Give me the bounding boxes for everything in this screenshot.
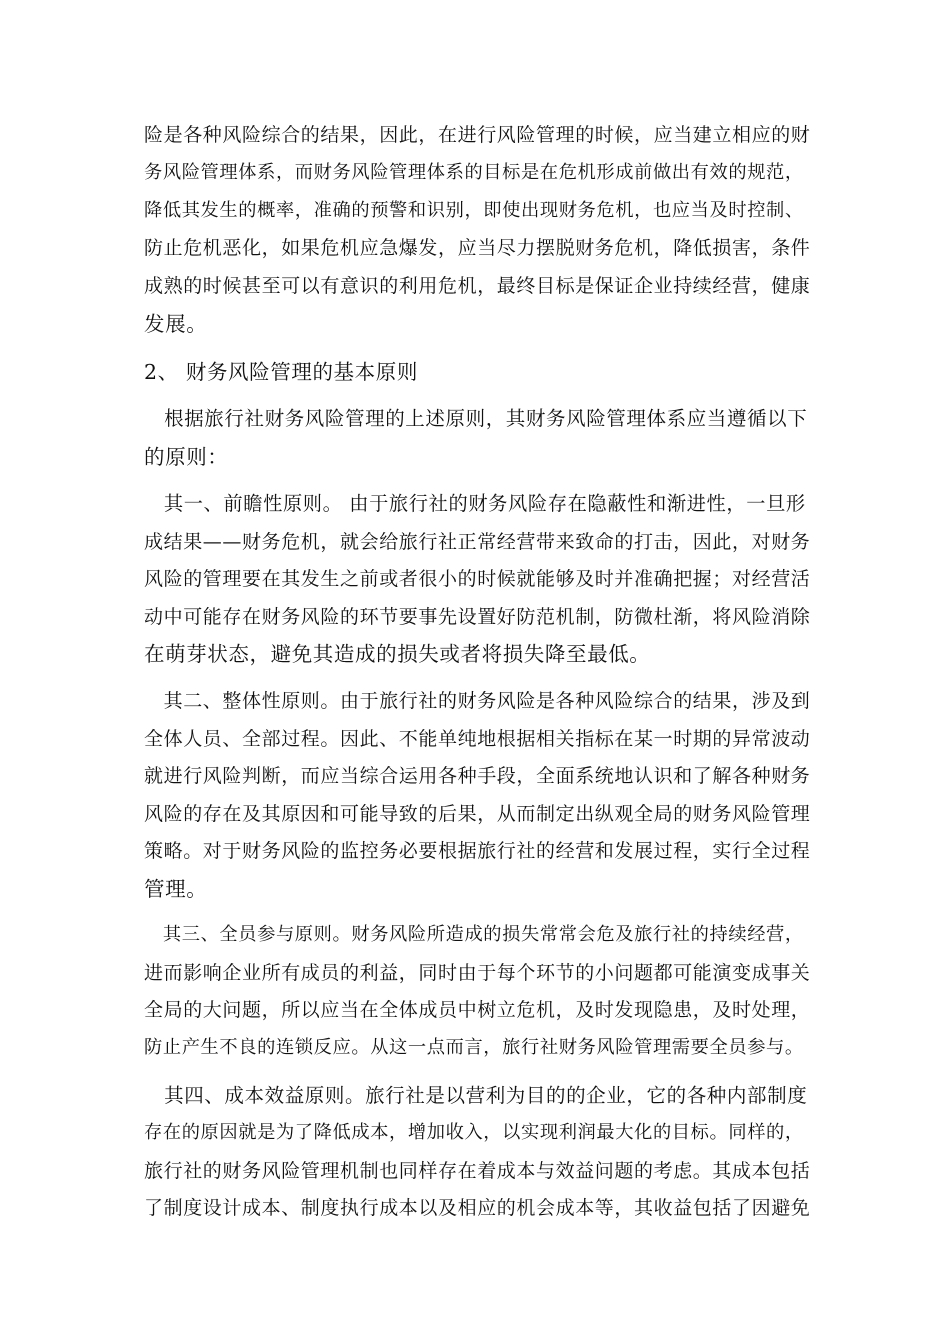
text-line: 务风险管理体系，而财务风险管理体系的目标是在危机形成前做出有效的规范， <box>144 162 804 183</box>
text-line: 成熟的时候甚至可以有意识的利用危机，最终目标是保证企业持续经营，健康 <box>144 275 811 297</box>
text-line: 风险的管理要在其发生之前或者很小的时候就能够及时并准确把握；对经营活 <box>144 568 811 590</box>
text-line: 其一、前瞻性原则。 由于旅行社的财务风险存在隐蔽性和渐进性，一旦形 <box>144 492 806 515</box>
text-line: 旅行社的财务风险管理机制也同样存在着成本与效益问题的考虑。其成本包括 <box>144 1160 811 1182</box>
text-line: 降低其发生的概率，准确的预警和识别，即使出现财务危机，也应当及时控制、 <box>144 200 804 221</box>
text-line: 在萌芽状态，避免其造成的损失或者将损失降至最低。 <box>144 642 651 666</box>
text-line: 进而影响企业所有成员的利益，同时由于每个环节的小问题都可能演变成事关 <box>144 962 811 984</box>
text-line: 其四、成本效益原则。旅行社是以营利为目的的企业，它的各种内部制度 <box>144 1084 808 1107</box>
text-line: 动中可能存在财务风险的环节要事先设置好防范机制，防微杜渐，将风险消除 <box>144 606 811 628</box>
text-line: 防止产生不良的连锁反应。从这一点而言，旅行社财务风险管理需要全员参与。 <box>144 1037 804 1058</box>
text-line: 了制度设计成本、制度执行成本以及相应的机会成本等，其收益包括了因避免 <box>144 1197 811 1219</box>
text-line: 全局的大问题，所以应当在全体成员中树立危机，及时发现隐患，及时处理， <box>144 999 811 1021</box>
text-line: 其二、整体性原则。由于旅行社的财务风险是各种风险综合的结果，涉及到 <box>144 690 811 712</box>
text-line: 根据旅行社财务风险管理的上述原则，其财务风险管理体系应当遵循以下 <box>144 407 808 430</box>
text-line: 存在的原因就是为了降低成本，增加收入，以实现利润最大化的目标。同样的， <box>144 1122 804 1143</box>
text-line: 其三、全员参与原则。财务风险所造成的损失常常会危及旅行社的持续经营， <box>144 924 804 945</box>
text-line: 防止危机恶化，如果危机应急爆发，应当尽力摆脱财务危机，降低损害，条件 <box>144 237 811 259</box>
text-line: 风险的存在及其原因和可能导致的后果，从而制定出纵观全局的财务风险管理 <box>144 803 811 825</box>
text-line: 全体人员、全部过程。因此、不能单纯地根据相关指标在某一时期的异常波动 <box>144 728 811 750</box>
text-line: 管理。 <box>144 877 208 901</box>
text-line: 险是各种风险综合的结果，因此，在进行风险管理的时候，应当建立相应的财 <box>144 124 811 146</box>
text-line: 的原则： <box>144 445 229 469</box>
text-line: 发展。 <box>144 312 208 336</box>
text-line: 策略。对于财务风险的监控务必要根据旅行社的经营和发展过程，实行全过程 <box>144 840 811 862</box>
text-line: 成结果——财务危机，就会给旅行社正常经营带来致命的打击，因此，对财务 <box>144 531 811 553</box>
section-heading: 2、 财务风险管理的基本原则 <box>144 360 418 384</box>
text-line: 就进行风险判断，而应当综合运用各种手段，全面系统地认识和了解各种财务 <box>144 765 811 787</box>
